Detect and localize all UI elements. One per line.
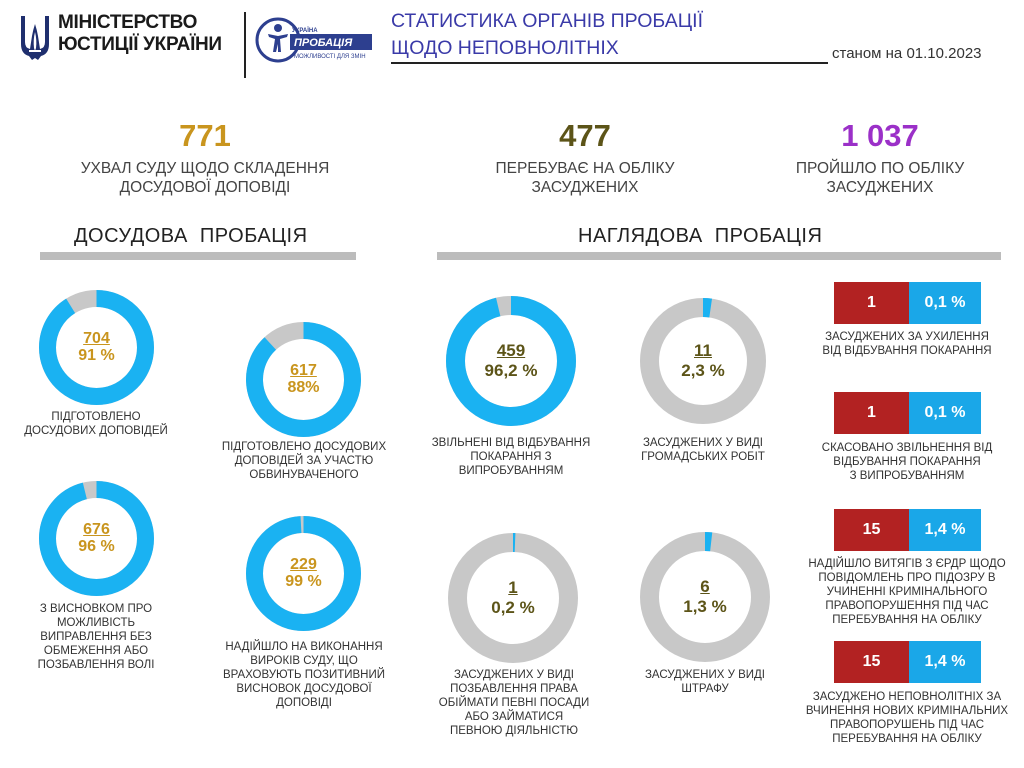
- donut-prepared-reports: [39, 290, 154, 405]
- logo-text-top: УКРАЇНА: [292, 28, 318, 34]
- kpi-label: [40, 159, 370, 197]
- caption-line: ПОКАРАННЯ З: [470, 451, 552, 463]
- kpi-value: 1 037: [841, 118, 919, 153]
- logo-text-sub: МОЖЛИВОСТІ ДЛЯ ЗМІН: [294, 54, 366, 60]
- caption-line: ВІДБУВАННЯ ПОКАРАННЯ: [833, 456, 981, 468]
- ring-count: 6: [700, 576, 710, 596]
- caption-line: ПЕВНОЮ ДІЯЛЬНІСТЮ: [449, 725, 579, 737]
- caption-line: ПІДГОТОВЛЕНО ДОСУДОВИХ: [221, 441, 387, 453]
- logo-text-main: ПРОБАЦІЯ: [294, 37, 353, 49]
- ring-percent: 2,3 %: [681, 360, 725, 380]
- caption-line: ЗАСУДЖЕНИХ ЗА УХИЛЕННЯ: [825, 331, 989, 343]
- caption-line: МОЖЛИВІСТЬ: [56, 617, 136, 629]
- caption-new-offenses: [794, 690, 1020, 746]
- ring-percent: 96,2 %: [484, 360, 538, 380]
- donut-reports-with-accused: [246, 322, 361, 437]
- ring-count: 1: [508, 577, 518, 597]
- stat-count: 1: [834, 282, 909, 324]
- section-bar-pretrial: [40, 252, 356, 260]
- ring-percent: 99 %: [285, 573, 322, 591]
- caption-line: ДОПОВІДІ: [276, 697, 332, 709]
- caption-line: АБО ЗАЙМАТИСЯ: [464, 711, 564, 723]
- caption-fine: [624, 668, 786, 696]
- caption-sentences-positive-conclusion: [202, 640, 406, 710]
- caption-community-service: [622, 436, 784, 464]
- caption-line: ЗАСУДЖЕНИХ У ВИДІ: [642, 437, 763, 449]
- stat-count: 1: [834, 392, 909, 434]
- caption-line: ОБВИНУВАЧЕНОГО: [249, 469, 359, 481]
- caption-line: ПЕРЕБУВАННЯ НА ОБЛІКУ: [832, 733, 982, 745]
- kpi-value: 477: [559, 118, 611, 153]
- caption-line: ВРАХОВУЮТЬ ПОЗИТИВНИЙ: [222, 669, 386, 681]
- caption-prepared-reports: [8, 410, 184, 438]
- ring-count: 704: [83, 329, 110, 347]
- report-title: [391, 8, 703, 62]
- caption-line: ЗВІЛЬНЕНІ ВІД ВІДБУВАННЯ: [431, 437, 591, 449]
- caption-line: З ВИПРОБУВАННЯМ: [849, 470, 965, 482]
- as-of-date: станом на 01.10.2023: [832, 45, 982, 62]
- ring-percent: 88%: [287, 379, 320, 397]
- stat-count: 15: [834, 509, 909, 551]
- caption-line: ВЧИНЕННЯ НОВИХ КРИМІНАЛЬНИХ: [805, 705, 1009, 717]
- kpi-label-line1: ПРОЙШЛО ПО ОБЛІКУ: [795, 160, 965, 177]
- ministry-line2: ЮСТИЦІЇ УКРАЇНИ: [58, 34, 222, 55]
- ministry-name: [58, 12, 222, 56]
- kpi-label-line1: УХВАЛ СУДУ ЩОДО СКЛАДЕННЯ: [80, 160, 330, 177]
- probation-logo: [254, 12, 374, 68]
- kpi-label-line1: ПЕРЕБУВАЄ НА ОБЛІКУ: [495, 160, 675, 177]
- ministry-line1: МІНІСТЕРСТВО: [58, 12, 198, 33]
- caption-line: ЗАСУДЖЕНИХ У ВИДІ: [453, 669, 574, 681]
- donut-released-with-probation: [446, 296, 576, 426]
- kpi-label: [440, 159, 730, 197]
- caption-released-with-probation: [425, 436, 597, 478]
- caption-line: СКАСОВАНО ЗВІЛЬНЕННЯ ВІД: [821, 442, 993, 454]
- caption-cancelled-release: [794, 441, 1020, 483]
- kpi-label: [740, 159, 1020, 197]
- caption-line: ВИСНОВОК ДОСУДОВОЇ: [236, 683, 372, 695]
- caption-line: ЗАСУДЖЕНО НЕПОВНОЛІТНІХ ЗА: [812, 691, 1002, 703]
- caption-line: НАДІЙШЛО ВИТЯГІВ З ЄРДР ЩОДО: [808, 558, 1006, 570]
- caption-line: ДОСУДОВИХ ДОПОВІДЕЙ: [24, 425, 168, 437]
- caption-line: ВІД ВІДБУВАННЯ ПОКАРАННЯ: [822, 345, 992, 357]
- stat-box-cancelled-release: [834, 392, 981, 434]
- caption-line: ВИПРАВЛЕННЯ БЕЗ: [40, 631, 152, 643]
- kpi-registered: [440, 118, 730, 197]
- header-divider: [244, 12, 246, 78]
- ring-percent: 96 %: [78, 538, 115, 556]
- caption-line: ПРАВОПОРУШЕНЬ ПІД ЧАС: [829, 719, 985, 731]
- stat-percent: 0,1 %: [909, 282, 981, 324]
- ring-percent: 1,3 %: [683, 596, 727, 616]
- stat-box-new-offenses: [834, 641, 981, 683]
- kpi-value: 771: [179, 118, 231, 153]
- donut-sentences-positive-conclusion: [246, 516, 361, 631]
- kpi-court-rulings: [40, 118, 370, 197]
- donut-correction-without-restriction: [39, 481, 154, 596]
- stat-percent: 1,4 %: [909, 509, 981, 551]
- ring-percent: 91 %: [78, 347, 115, 365]
- donut-community-service: [640, 298, 766, 424]
- ring-count: 229: [290, 555, 317, 573]
- caption-line: ПІДГОТОВЛЕНО: [51, 411, 141, 423]
- header: [0, 0, 1024, 80]
- caption-line: ДОПОВІДЕЙ ЗА УЧАСТЮ: [234, 455, 374, 467]
- ring-percent: 0,2 %: [491, 597, 535, 617]
- ring-count: 676: [83, 520, 110, 538]
- report-title-line2: ЩОДО НЕПОВНОЛІТНІХ: [391, 37, 619, 59]
- caption-line: ЗАСУДЖЕНИХ У ВИДІ: [644, 669, 765, 681]
- kpi-label-line2: ЗАСУДЖЕНИХ: [826, 179, 934, 196]
- caption-line: З ВИСНОВКОМ ПРО: [39, 603, 153, 615]
- ring-count: 459: [496, 340, 526, 360]
- coat-of-arms-icon: [18, 14, 52, 62]
- kpi-label-line2: ЗАСУДЖЕНИХ: [531, 179, 639, 196]
- caption-suspicion-notices: [794, 557, 1020, 627]
- kpi-passed: [740, 118, 1020, 197]
- caption-line: ПОЗБАВЛЕННЯ ВОЛІ: [37, 659, 155, 671]
- caption-line: ПОЗБАВЛЕННЯ ПРАВА: [450, 683, 578, 695]
- caption-line: ОБМЕЖЕННЯ АБО: [43, 645, 149, 657]
- caption-line: ВИПРОБУВАННЯМ: [458, 465, 564, 477]
- caption-deprivation-of-right: [428, 668, 600, 738]
- caption-reports-with-accused: [205, 440, 403, 482]
- caption-correction-without-restriction: [8, 602, 184, 672]
- caption-line: ШТРАФУ: [681, 683, 729, 695]
- stat-box-suspicion-notices: [834, 509, 981, 551]
- kpi-label-line2: ДОСУДОВОЇ ДОПОВІДІ: [119, 179, 291, 196]
- ring-count: 11: [694, 340, 712, 360]
- section-bar-supervisory: [437, 252, 1001, 260]
- caption-line: ПЕРЕБУВАННЯ НА ОБЛІКУ: [832, 614, 982, 626]
- ring-count: 617: [290, 361, 317, 379]
- stat-box-evasion: [834, 282, 981, 324]
- caption-line: УЧИНЕННІ КРИМІНАЛЬНОГО: [826, 586, 988, 598]
- stat-percent: 0,1 %: [909, 392, 981, 434]
- caption-line: ГРОМАДСЬКИХ РОБІТ: [641, 451, 765, 463]
- title-underline: [391, 62, 828, 64]
- caption-line: ОБІЙМАТИ ПЕВНІ ПОСАДИ: [438, 697, 590, 709]
- stat-percent: 1,4 %: [909, 641, 981, 683]
- stat-count: 15: [834, 641, 909, 683]
- caption-line: НАДІЙШЛО НА ВИКОНАННЯ: [225, 641, 383, 653]
- donut-fine: [640, 532, 770, 662]
- section-title-pretrial: ДОСУДОВА ПРОБАЦІЯ: [74, 225, 308, 247]
- section-title-supervisory: НАГЛЯДОВА ПРОБАЦІЯ: [578, 225, 823, 247]
- caption-line: ВИРОКІВ СУДУ, ЩО: [250, 655, 358, 667]
- caption-evasion: [794, 330, 1020, 358]
- report-title-line1: СТАТИСТИКА ОРГАНІВ ПРОБАЦІЇ: [391, 10, 704, 32]
- caption-line: ПРАВОПОРУШЕННЯ ПІД ЧАС: [825, 600, 989, 612]
- caption-line: ПОВІДОМЛЕНЬ ПРО ПІДОЗРУ В: [818, 572, 996, 584]
- donut-deprivation-of-right: [448, 533, 578, 663]
